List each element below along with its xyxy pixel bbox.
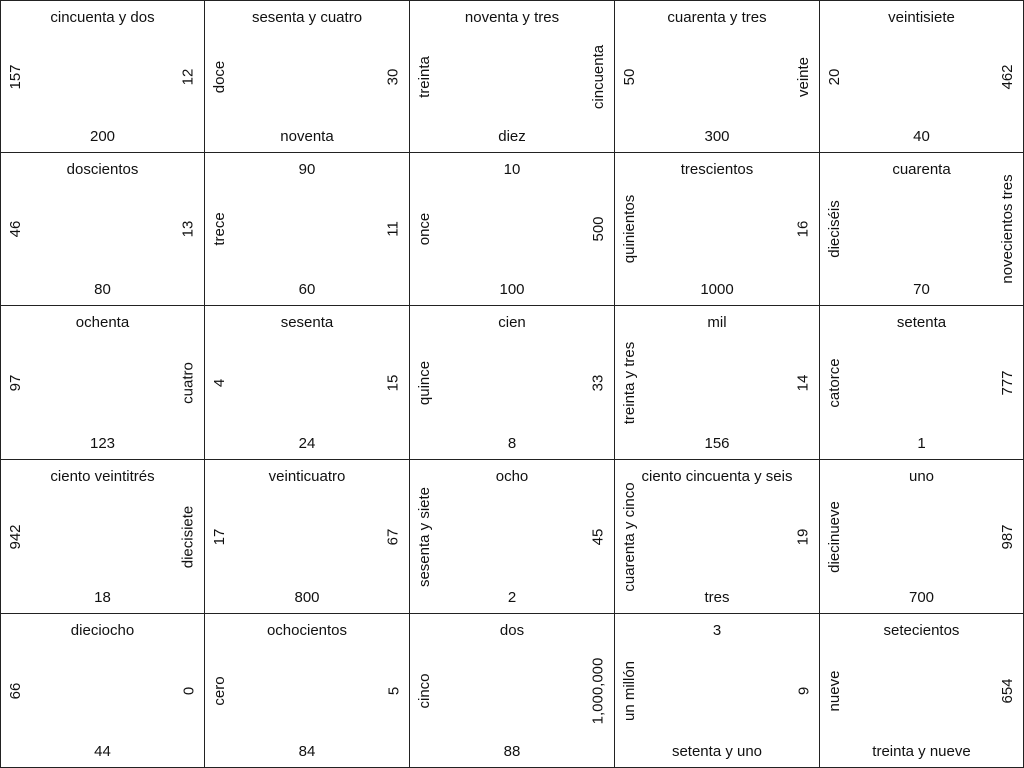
card-left-label: un millón: [621, 660, 638, 721]
puzzle-card: [205, 0, 410, 153]
card-right-label: 11: [385, 221, 402, 237]
card-top-label: ciento veintitrés: [50, 468, 155, 485]
card-left-label: 50: [621, 68, 638, 85]
card-right-label: 777: [999, 369, 1016, 396]
card-left-label: quince: [416, 360, 433, 405]
card-top-label: dieciocho: [70, 622, 135, 639]
card-top-label: dos: [499, 622, 525, 639]
card-left-label: cero: [211, 675, 228, 706]
puzzle-card: [615, 0, 820, 153]
card-bottom-label: 300: [704, 128, 730, 145]
card-top-label: cuarenta: [892, 161, 951, 178]
card-bottom-label: 800: [294, 589, 320, 606]
puzzle-card: [615, 614, 820, 768]
card-right-label: 462: [999, 63, 1016, 90]
card-right-label: 45: [590, 528, 607, 545]
card-right-label: 33: [590, 374, 607, 391]
card-right-label: 5: [385, 686, 402, 695]
card-left-label: cuarenta y cinco: [621, 481, 638, 592]
card-top-label: setecientos: [883, 622, 960, 639]
card-left-label: once: [416, 212, 433, 246]
card-right-label: 14: [795, 374, 812, 391]
card-left-label: 4: [211, 378, 228, 387]
card-bottom-label: noventa: [280, 128, 334, 145]
puzzle-card: [410, 0, 615, 153]
card-bottom-label: 60: [298, 281, 316, 298]
puzzle-card: [820, 614, 1024, 768]
card-left-label: 157: [7, 63, 24, 90]
card-bottom-label: 100: [499, 281, 525, 298]
card-bottom-label: 700: [908, 589, 935, 606]
puzzle-card: [410, 614, 615, 768]
card-right-label: 654: [999, 677, 1016, 704]
card-right-label: veinte: [795, 56, 812, 97]
card-right-label: 16: [795, 220, 812, 238]
card-right-label: 500: [590, 216, 607, 242]
puzzle-card: [0, 0, 205, 153]
card-right-label: 987: [999, 523, 1016, 550]
card-top-label: sesenta y cuatro: [251, 9, 363, 26]
card-left-label: 66: [7, 682, 24, 699]
card-top-label: veintisiete: [888, 9, 955, 26]
card-right-label: 9: [795, 686, 812, 695]
puzzle-card: [0, 614, 205, 768]
puzzle-card: [0, 306, 205, 460]
card-bottom-label: 84: [298, 743, 316, 760]
card-top-label: sesenta: [280, 314, 334, 331]
card-top-label: cincuenta y dos: [50, 9, 155, 26]
puzzle-card: [0, 460, 205, 614]
card-left-label: doce: [211, 60, 228, 93]
card-bottom-label: 70: [913, 281, 930, 298]
card-left-label: 17: [211, 528, 228, 545]
puzzle-card: [205, 153, 410, 306]
card-left-label: 20: [826, 68, 843, 85]
card-bottom-label: treinta y nueve: [872, 743, 971, 760]
card-bottom-label: 40: [913, 128, 930, 145]
puzzle-card: [410, 460, 615, 614]
card-bottom-label: 1: [917, 435, 926, 452]
card-top-label: ochenta: [75, 314, 130, 331]
card-bottom-label: tres: [704, 589, 730, 606]
card-bottom-label: diez: [498, 128, 526, 145]
card-right-label: 19: [795, 528, 812, 545]
card-left-label: cinco: [416, 672, 433, 709]
card-left-label: catorce: [826, 357, 843, 408]
card-right-label: 0: [180, 686, 197, 695]
card-left-label: diecinueve: [826, 500, 843, 573]
card-top-label: setenta: [896, 314, 947, 331]
card-left-label: treinta: [416, 55, 433, 98]
card-top-label: ocho: [495, 468, 529, 485]
card-top-label: cien: [498, 314, 526, 331]
card-bottom-label: setenta y uno: [671, 743, 763, 760]
card-top-label: ochocientos: [266, 622, 348, 639]
card-top-label: uno: [908, 468, 935, 485]
card-right-label: 12: [180, 68, 197, 85]
puzzle-card: [820, 153, 1024, 306]
puzzle-card: [615, 153, 820, 306]
puzzle-card: [615, 460, 820, 614]
card-top-label: 10: [503, 161, 521, 178]
card-left-label: sesenta y siete: [416, 486, 433, 587]
card-bottom-label: 8: [507, 435, 517, 452]
puzzle-card: [205, 460, 410, 614]
puzzle-card: [205, 306, 410, 460]
card-right-label: cincuenta: [590, 44, 607, 109]
card-bottom-label: 18: [94, 589, 111, 606]
puzzle-card: [820, 460, 1024, 614]
puzzle-card: [0, 153, 205, 306]
card-top-label: doscientos: [66, 161, 139, 178]
card-bottom-label: 1000: [700, 281, 734, 298]
card-left-label: trece: [211, 212, 228, 246]
card-bottom-label: 200: [89, 128, 116, 145]
card-right-label: 15: [385, 374, 402, 391]
puzzle-card: [410, 306, 615, 460]
card-right-label: diecisiete: [180, 505, 197, 568]
card-bottom-label: 80: [94, 281, 111, 298]
card-left-label: 97: [7, 374, 24, 391]
puzzle-card: [820, 306, 1024, 460]
puzzle-card: [820, 0, 1024, 153]
card-bottom-label: 88: [503, 743, 521, 760]
card-bottom-label: 44: [94, 743, 111, 760]
card-right-label: cuatro: [180, 361, 197, 404]
card-right-label: 13: [180, 220, 197, 238]
card-top-label: cuarenta y tres: [667, 9, 767, 26]
card-right-label: 1,000,000: [590, 657, 607, 724]
card-bottom-label: 2: [507, 589, 517, 606]
card-top-label: 90: [298, 161, 316, 178]
card-left-label: treinta y tres: [621, 341, 638, 424]
card-bottom-label: 24: [298, 435, 316, 452]
card-top-label: trescientos: [680, 161, 754, 178]
card-right-label: 67: [385, 528, 402, 545]
card-bottom-label: 156: [704, 435, 730, 452]
card-left-label: nueve: [826, 670, 843, 711]
card-top-label: 3: [712, 622, 722, 639]
card-top-label: veinticuatro: [268, 468, 346, 485]
card-right-label: 30: [385, 68, 402, 85]
card-bottom-label: 123: [89, 435, 116, 452]
puzzle-card: [615, 306, 820, 460]
card-left-label: dieciséis: [826, 200, 843, 258]
card-right-label: novecientos tres: [999, 174, 1016, 284]
card-left-label: 942: [7, 523, 24, 550]
card-top-label: mil: [707, 314, 727, 331]
card-left-label: 46: [7, 220, 24, 238]
puzzle-card: [205, 614, 410, 768]
card-top-label: ciento cincuenta y seis: [641, 468, 793, 485]
puzzle-card: [410, 153, 615, 306]
card-left-label: quinientos: [621, 194, 638, 264]
card-top-label: noventa y tres: [464, 9, 560, 26]
